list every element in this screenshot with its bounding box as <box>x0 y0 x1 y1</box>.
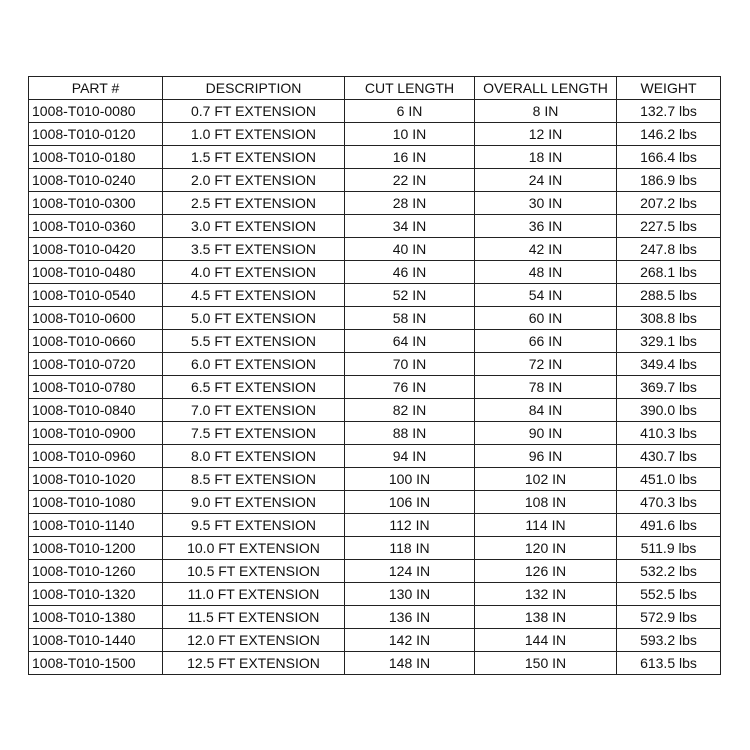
cell-description: 5.0 FT EXTENSION <box>163 307 345 330</box>
table-row <box>29 583 721 606</box>
cell-cut-length: 112 IN <box>345 514 475 537</box>
cell-weight: 288.5 lbs <box>617 284 721 307</box>
cell-cut-length: 88 IN <box>345 422 475 445</box>
cell-part-number: 1008-T010-0120 <box>29 123 163 146</box>
cell-part-number: 1008-T010-1320 <box>29 583 163 606</box>
header-description: DESCRIPTION <box>163 77 345 100</box>
cell-cut-length: 40 IN <box>345 238 475 261</box>
cell-part-number: 1008-T010-0660 <box>29 330 163 353</box>
table-row <box>29 307 721 330</box>
table-row <box>29 514 721 537</box>
cell-weight: 593.2 lbs <box>617 629 721 652</box>
cell-overall-length: 12 IN <box>475 123 617 146</box>
cell-cut-length: 130 IN <box>345 583 475 606</box>
cell-description: 0.7 FT EXTENSION <box>163 100 345 123</box>
cell-overall-length: 126 IN <box>475 560 617 583</box>
table-row <box>29 491 721 514</box>
cell-part-number: 1008-T010-1440 <box>29 629 163 652</box>
cell-part-number: 1008-T010-0420 <box>29 238 163 261</box>
cell-cut-length: 94 IN <box>345 445 475 468</box>
table-row <box>29 537 721 560</box>
cell-cut-length: 46 IN <box>345 261 475 284</box>
cell-description: 11.0 FT EXTENSION <box>163 583 345 606</box>
cell-weight: 349.4 lbs <box>617 353 721 376</box>
cell-part-number: 1008-T010-0180 <box>29 146 163 169</box>
cell-overall-length: 108 IN <box>475 491 617 514</box>
cell-overall-length: 138 IN <box>475 606 617 629</box>
cell-overall-length: 8 IN <box>475 100 617 123</box>
cell-description: 12.5 FT EXTENSION <box>163 652 345 675</box>
cell-weight: 227.5 lbs <box>617 215 721 238</box>
cell-description: 10.0 FT EXTENSION <box>163 537 345 560</box>
cell-weight: 166.4 lbs <box>617 146 721 169</box>
cell-part-number: 1008-T010-0540 <box>29 284 163 307</box>
table-row <box>29 422 721 445</box>
cell-overall-length: 144 IN <box>475 629 617 652</box>
cell-part-number: 1008-T010-0240 <box>29 169 163 192</box>
table-row <box>29 606 721 629</box>
cell-description: 8.0 FT EXTENSION <box>163 445 345 468</box>
cell-overall-length: 54 IN <box>475 284 617 307</box>
cell-overall-length: 30 IN <box>475 192 617 215</box>
cell-description: 3.5 FT EXTENSION <box>163 238 345 261</box>
cell-weight: 268.1 lbs <box>617 261 721 284</box>
cell-cut-length: 6 IN <box>345 100 475 123</box>
cell-overall-length: 120 IN <box>475 537 617 560</box>
table-row <box>29 192 721 215</box>
cell-weight: 186.9 lbs <box>617 169 721 192</box>
table-row <box>29 652 721 675</box>
table-row <box>29 376 721 399</box>
table-row <box>29 330 721 353</box>
cell-overall-length: 78 IN <box>475 376 617 399</box>
cell-overall-length: 96 IN <box>475 445 617 468</box>
cell-overall-length: 18 IN <box>475 146 617 169</box>
cell-weight: 451.0 lbs <box>617 468 721 491</box>
cell-weight: 491.6 lbs <box>617 514 721 537</box>
cell-weight: 390.0 lbs <box>617 399 721 422</box>
cell-cut-length: 64 IN <box>345 330 475 353</box>
cell-overall-length: 84 IN <box>475 399 617 422</box>
cell-part-number: 1008-T010-0840 <box>29 399 163 422</box>
cell-overall-length: 132 IN <box>475 583 617 606</box>
cell-weight: 552.5 lbs <box>617 583 721 606</box>
table-row <box>29 123 721 146</box>
cell-weight: 613.5 lbs <box>617 652 721 675</box>
table-header <box>29 77 721 100</box>
cell-description: 2.5 FT EXTENSION <box>163 192 345 215</box>
table-row <box>29 261 721 284</box>
table-row <box>29 215 721 238</box>
cell-weight: 470.3 lbs <box>617 491 721 514</box>
cell-part-number: 1008-T010-1140 <box>29 514 163 537</box>
cell-cut-length: 118 IN <box>345 537 475 560</box>
cell-overall-length: 72 IN <box>475 353 617 376</box>
cell-cut-length: 136 IN <box>345 606 475 629</box>
cell-weight: 329.1 lbs <box>617 330 721 353</box>
cell-cut-length: 82 IN <box>345 399 475 422</box>
cell-description: 6.5 FT EXTENSION <box>163 376 345 399</box>
cell-part-number: 1008-T010-0720 <box>29 353 163 376</box>
cell-description: 11.5 FT EXTENSION <box>163 606 345 629</box>
cell-cut-length: 10 IN <box>345 123 475 146</box>
cell-part-number: 1008-T010-1260 <box>29 560 163 583</box>
cell-part-number: 1008-T010-0600 <box>29 307 163 330</box>
cell-overall-length: 66 IN <box>475 330 617 353</box>
table-row <box>29 399 721 422</box>
cell-description: 1.0 FT EXTENSION <box>163 123 345 146</box>
cell-description: 7.0 FT EXTENSION <box>163 399 345 422</box>
cell-cut-length: 106 IN <box>345 491 475 514</box>
cell-cut-length: 28 IN <box>345 192 475 215</box>
cell-cut-length: 148 IN <box>345 652 475 675</box>
cell-weight: 572.9 lbs <box>617 606 721 629</box>
cell-description: 10.5 FT EXTENSION <box>163 560 345 583</box>
cell-overall-length: 24 IN <box>475 169 617 192</box>
cell-cut-length: 76 IN <box>345 376 475 399</box>
cell-weight: 430.7 lbs <box>617 445 721 468</box>
cell-overall-length: 42 IN <box>475 238 617 261</box>
cell-description: 7.5 FT EXTENSION <box>163 422 345 445</box>
cell-overall-length: 150 IN <box>475 652 617 675</box>
cell-part-number: 1008-T010-0960 <box>29 445 163 468</box>
cell-weight: 532.2 lbs <box>617 560 721 583</box>
cell-cut-length: 70 IN <box>345 353 475 376</box>
header-cut-length: CUT LENGTH <box>345 77 475 100</box>
table-row <box>29 169 721 192</box>
cell-weight: 247.8 lbs <box>617 238 721 261</box>
cell-part-number: 1008-T010-1020 <box>29 468 163 491</box>
table-body <box>29 100 721 675</box>
cell-description: 3.0 FT EXTENSION <box>163 215 345 238</box>
cell-cut-length: 124 IN <box>345 560 475 583</box>
cell-cut-length: 142 IN <box>345 629 475 652</box>
extension-spec-table <box>28 76 721 675</box>
table-row <box>29 238 721 261</box>
cell-cut-length: 34 IN <box>345 215 475 238</box>
cell-part-number: 1008-T010-0360 <box>29 215 163 238</box>
extension-spec-table-container <box>28 76 720 675</box>
cell-weight: 369.7 lbs <box>617 376 721 399</box>
cell-description: 4.5 FT EXTENSION <box>163 284 345 307</box>
table-row <box>29 560 721 583</box>
cell-part-number: 1008-T010-0300 <box>29 192 163 215</box>
table-row <box>29 353 721 376</box>
cell-overall-length: 60 IN <box>475 307 617 330</box>
cell-overall-length: 36 IN <box>475 215 617 238</box>
header-part-number: PART # <box>29 77 163 100</box>
table-row <box>29 100 721 123</box>
cell-part-number: 1008-T010-1080 <box>29 491 163 514</box>
cell-weight: 146.2 lbs <box>617 123 721 146</box>
table-row <box>29 146 721 169</box>
table-row <box>29 445 721 468</box>
cell-weight: 132.7 lbs <box>617 100 721 123</box>
cell-description: 9.0 FT EXTENSION <box>163 491 345 514</box>
cell-part-number: 1008-T010-1500 <box>29 652 163 675</box>
cell-part-number: 1008-T010-1200 <box>29 537 163 560</box>
cell-weight: 410.3 lbs <box>617 422 721 445</box>
cell-cut-length: 22 IN <box>345 169 475 192</box>
table-row <box>29 284 721 307</box>
cell-weight: 207.2 lbs <box>617 192 721 215</box>
cell-part-number: 1008-T010-0480 <box>29 261 163 284</box>
table-row <box>29 629 721 652</box>
cell-part-number: 1008-T010-0080 <box>29 100 163 123</box>
cell-overall-length: 114 IN <box>475 514 617 537</box>
cell-cut-length: 16 IN <box>345 146 475 169</box>
cell-weight: 308.8 lbs <box>617 307 721 330</box>
cell-overall-length: 90 IN <box>475 422 617 445</box>
header-row <box>29 77 721 100</box>
cell-overall-length: 102 IN <box>475 468 617 491</box>
cell-description: 9.5 FT EXTENSION <box>163 514 345 537</box>
cell-part-number: 1008-T010-0780 <box>29 376 163 399</box>
cell-description: 8.5 FT EXTENSION <box>163 468 345 491</box>
cell-weight: 511.9 lbs <box>617 537 721 560</box>
cell-description: 4.0 FT EXTENSION <box>163 261 345 284</box>
cell-part-number: 1008-T010-0900 <box>29 422 163 445</box>
table-row <box>29 468 721 491</box>
cell-overall-length: 48 IN <box>475 261 617 284</box>
header-overall-length: OVERALL LENGTH <box>475 77 617 100</box>
cell-cut-length: 58 IN <box>345 307 475 330</box>
cell-part-number: 1008-T010-1380 <box>29 606 163 629</box>
cell-description: 2.0 FT EXTENSION <box>163 169 345 192</box>
header-weight: WEIGHT <box>617 77 721 100</box>
cell-cut-length: 100 IN <box>345 468 475 491</box>
cell-description: 6.0 FT EXTENSION <box>163 353 345 376</box>
cell-description: 5.5 FT EXTENSION <box>163 330 345 353</box>
cell-cut-length: 52 IN <box>345 284 475 307</box>
cell-description: 1.5 FT EXTENSION <box>163 146 345 169</box>
cell-description: 12.0 FT EXTENSION <box>163 629 345 652</box>
